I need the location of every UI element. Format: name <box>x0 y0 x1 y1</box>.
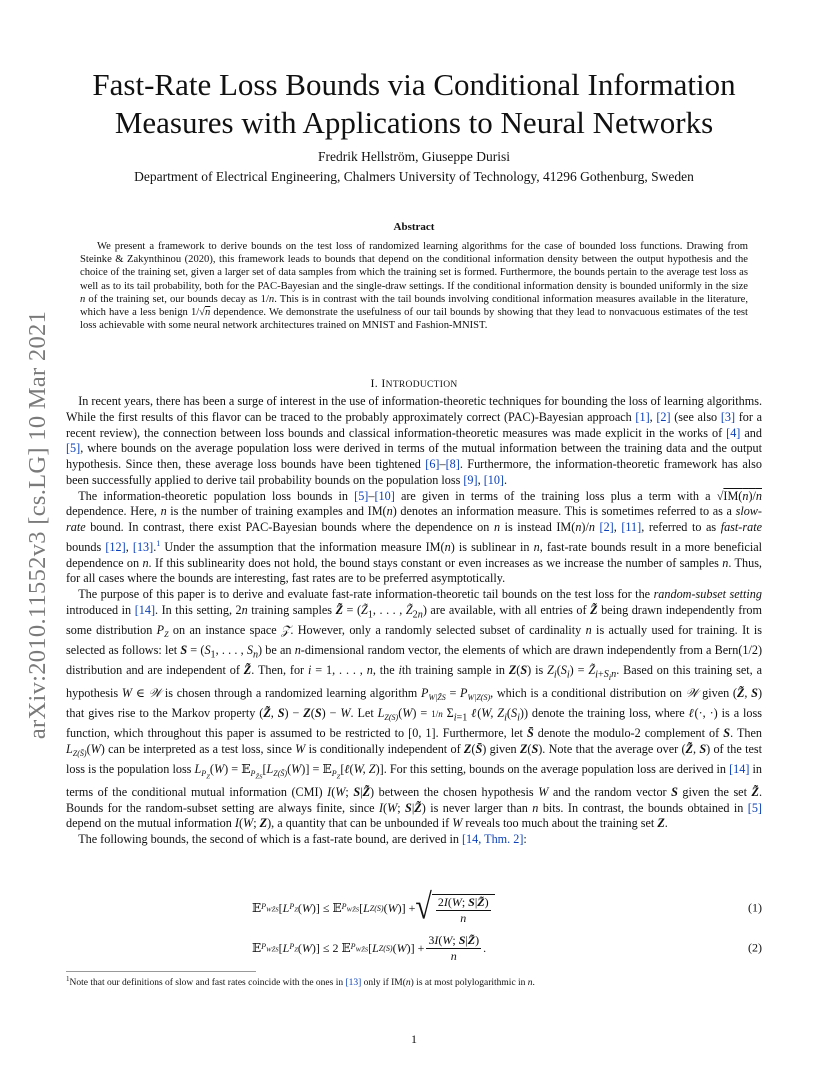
footnote: $^1$Note that our definitions of slow and fast rates coincide with the ones in [13] only if IM(n) is at most polylogarithmic in n. <box>66 975 535 989</box>
citation-link[interactable]: [9] <box>463 472 478 487</box>
citation-link[interactable]: [12] <box>105 539 126 554</box>
citation-link[interactable]: [10] <box>374 488 395 503</box>
citation-link[interactable]: [5] <box>354 488 369 503</box>
citation-link[interactable]: [13] <box>345 978 362 989</box>
body-text <box>66 394 762 848</box>
equation-2: 𝔼 $P_{WZ̃S}$ [ L $P_Z$ ( W )] ≤ 2 𝔼 $P_{WZ̃S}$ [ L Z(S) ( W )] + $\frac{3I(W; S|Z̃)}{n}$ . (2) <box>252 932 762 963</box>
citation-link[interactable]: [5] <box>747 800 762 815</box>
citation-link[interactable]: [2] <box>656 409 671 424</box>
citation-link[interactable]: [1] <box>635 409 650 424</box>
paper-title <box>66 66 762 142</box>
citation-link[interactable]: [14] <box>134 602 156 617</box>
section-heading: I. INTRODUCTION <box>370 376 458 390</box>
citation-link[interactable]: [10] <box>483 472 504 487</box>
citation-link[interactable]: [8] <box>445 457 460 471</box>
equation-number: (1) <box>748 900 762 915</box>
abstract-heading: Abstract <box>393 221 435 233</box>
arxiv-id-text: arXiv:2010.11552v3 [cs.LG] 10 Mar 2021 <box>24 310 51 740</box>
citation-link[interactable]: [2] <box>599 520 614 534</box>
citation-link[interactable]: [11] <box>621 520 642 534</box>
abstract-text: We present a framework to derive bounds on the test loss of randomized learning algorithms for the case of bounded loss functions. Drawing from Steinke & Zakynthinou (2020), this framework leads to bounds that depend on the conditional information density between the output hypothesis and the choice of the training set, given a larger set of data samples from which the training set is formed. Furthermore, the bounds pertain to the average test loss as well as to its tail probability, both for the PAC-Bayesian and the single-draw settings. If the conditional information density is bounded uniformly in the size n of the training set, our bounds decay as 1/n. This is in contrast with the tail bounds involving conditional information measures available in the literature, which have a less benign 1/√n dependence. We demonstrate the usefulness of our tail bounds by showing that they lead to nonvacuous estimates of the test loss achievable with some neural network architectures trained on MNIST and Fashion-MNIST. <box>80 241 749 332</box>
authors: Fredrik Hellström, Giuseppe Durisi <box>318 149 510 164</box>
page-number: 1 <box>411 1032 417 1046</box>
affiliation: Department of Electrical Engineering, Chalmers University of Technology, 41296 Gothenburg, Sweden <box>134 169 694 184</box>
citation-link[interactable]: [6] <box>425 457 440 471</box>
paragraph-1: In recent years, there has been a surge of interest in the use of information-theoretic techniques for bounding the loss of learning algorithms. While the first results of this flavor can be traced to the probably approximately correct (PAC)-Bayesian approach [1], [2] (see also [3] for a recent review), the connection between loss bounds and classical information-theoretic measures was made explicit in the works of [4] and [5], where bounds on the average population loss were derived in terms of the mutual information between the training data and the output hypothesis. Since then, these average loss bounds have been tightened [6]–[8]. Furthermore, the information-theoretic framework has also been successfully applied to derive tail probability bounds on the population loss [9], [10]. <box>66 394 762 487</box>
footnote-marker[interactable]: 1 <box>156 538 161 548</box>
citation-link[interactable]: [14, Thm. 2] <box>462 832 524 847</box>
footnote-divider <box>66 971 256 972</box>
citation-link[interactable]: [3] <box>720 409 736 424</box>
arxiv-identifier <box>8 285 68 765</box>
citation-link[interactable]: [14] <box>729 761 750 776</box>
citation-link[interactable]: [4] <box>726 425 741 440</box>
title-line-1: Fast-Rate Loss Bounds via Conditional Information <box>92 67 736 102</box>
citation-link[interactable]: [13] <box>132 539 154 554</box>
citation-link[interactable]: [5] <box>66 441 81 456</box>
title-line-2: Measures with Applications to Neural Networks <box>114 105 714 140</box>
equation-number: (2) <box>748 940 762 955</box>
equation-1: 𝔼 $P_{WZ̃S}$ [ L $P_Z$ ( W )] ≤ 𝔼 $P_{WZ̃S}$ [ L Z(S) ( W )] + √ $\frac{2I(W; S|Z̃)}{n}$ (1) <box>252 887 762 927</box>
paragraph-3: The purpose of this paper is to derive and evaluate fast-rate information-theoretic tail bounds on the test loss for the random-subset setting introduced in [14]. In this setting, 2n training samples Z̃ = ($Z̃_1$, . . . , $Z̃_{2n}$) are available, with all entries of Z̃ being drawn independently from some distribution $P_Z$ on an instance space 𝒵. However, only a randomly selected subset of cardinality n is actually used for training. It is selected as follows: let $S = (S_1$, . . . , $S_n$) be an n-dimensional random vector, the elements of which are drawn independently from a Bern(1/2) distribution and are independent of Z̃. Then, for i = 1, . . . , n, the ith training sample in Z(S) is $Z_i(S_i)$ = $Z̃_{i+S_in}$. Based on this training set, a hypothesis W ∈ 𝒲 is chosen through a randomized learning algorithm $P_{W|Z̃S} = P_{W|Z(S)}$, which is a conditional distribution on 𝒲 given (Z̃, S) that gives rise to the Markov property (Z̃, S) − Z(S) − W. Let $L_{Z(S)}(W) = 1/n$ $\Sigma_{i=1}$ ℓ(W, $Z_i(S_i)$) denote the training loss, where ℓ(·, ·) is a loss function, which throughout this paper is assumed to be restricted to [0, 1]. Furthermore, let S̄ denote the modulo-2 complement of S. Then $L_{Z(S̄)}(W)$ can be interpreted as a test loss, since W is conditionally independent of Z(S̄) given Z(S). Note that the average over (Z̃, S) of the test loss is the population loss $L_{P_Z}(W)$ = $𝔼_{P_{Z̃S}}[L_{Z(S̄)}(W)]$ = 𝔼$_{P_Z}$[ℓ(W, Z)]. For this setting, bounds on the average population loss are derived in [14] in terms of the conditional mutual information (CMI) I(W; S|Z̃) between the chosen hypothesis W and the random vector S given the set Z̃. Bounds for the random-subset setting are always finite, since I(W; S|Z̃) is never larger than n bits. In contrast, the bounds obtained in [5] depend on the mutual information I(W; Z), a quantity that can be unbounded if W reveals too much about the training set Z. <box>66 587 763 831</box>
paragraph-4: The following bounds, the second of which is a fast-rate bound, are derived in [14, Thm. 2]: <box>78 832 527 847</box>
paragraph-2: The information-theoretic population loss bounds in [5]–[10] are given in terms of the training loss plus a term with a √IM(n)/n dependence. Here, n is the number of training examples and IM(n) denotes an information measure. This is sometimes referred to as a slow-rate bound. In contrast, there exist PAC-Bayesian bounds where the dependence on n is instead IM(n)/n [2], [11], referred to as fast-rate bounds [12], [13].$^1$ Under the assumption that the information measure IM(n) is sublinear in n, fast-rate bounds result in a more beneficial dependence on n. If this sublinearity does not hold, the bound stays constant or even increases as we increase the number of samples n. Thus, for all cases where the bounds are interesting, fast rates are to be preferred asymptotically. <box>66 488 763 586</box>
